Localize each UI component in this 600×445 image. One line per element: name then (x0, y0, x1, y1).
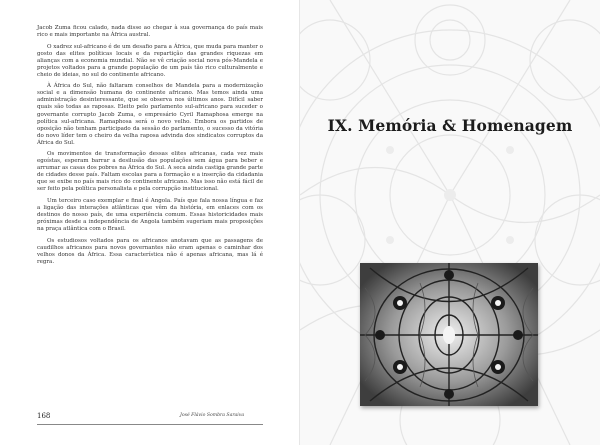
paragraph: À África do Sul, não faltaram conselhos de Mandela para a modernização social e a dimensão humana do continente africano. Mas temos ainda uma administração desinteressante, que se observa nos últimos anos. Difícil saber quais são todas as raposas. Eleito pelo parlamento sul-africano para suceder o governante corrupto Jacob Zuma, o empresário Cyril Ramaphosa emerge na política sul-africana. Ramaphosa será o novo velho. Embora os partidos de oposição não tenham participado da sessão do parlamento, o sucesso da vitória do novo líder tem o cheiro da velha raposa advinda dos sindicatos corruptos da África do Sul. (37, 83, 263, 146)
chapter-title: IX. Memória & Homenagem (327, 116, 573, 135)
paragraph: Jacob Zuma ficou calado, nada disse ao chegar à sua governança do país mais rico e mais importante na África austral. (37, 25, 263, 39)
paragraph: Os estudiosos voltados para os africanos anotavam que as passagens de caudilhos africanos para novos governantes não eram apenas o caminhar dos velhos donos da África. Essa característica não é apenas africana, mas lá é regra. (37, 237, 263, 265)
paragraph: Os movimentos de transformação dessas elites africanas, cada vez mais egoístas, esperam barrar a desilusão das populações sem água para beber e arrumar as casas dos pobres na África do Sul. A seca ainda castiga grande parte de cidades desse país. Faltam escolas para a formação e a inserção da cidadania que se exibe no país mais rico do continente africano. Mas isso não está fácil de ser feito pela política personalista e pela corrupção institucional. (37, 151, 263, 193)
chapter-artwork (360, 263, 538, 406)
paragraph: O xadrez sul-africano é de um desafio para a África, que muda para manter o gosto das elites políticas locais e da repartição das grandes riquezas em alianças com a economia mundial. Não se vê criação social nova pós-Mandela e projetos voltados para a grande população de um país tão rico culturalmente e cheio de ideias, no sul do continente africano. (37, 43, 263, 78)
artwork-pattern-icon (360, 263, 538, 406)
footer-rule (37, 424, 263, 425)
right-page (300, 0, 600, 445)
running-footer-author: José Flávio Sombra Saraiva (180, 413, 245, 418)
body-text (37, 25, 263, 270)
paragraph: Um terceiro caso exemplar e final é Angola. País que fala nossa língua e faz a ligação das interações atlânticas que vêm da história, em enlaces com os destinos do nosso país, de uma experiência comum. Essas historicidades mais próximas desde a independência de Angola também sugeriam mais proposições na praça atlântica com o Brasil. (37, 198, 263, 233)
page-number: 168 (37, 412, 51, 420)
